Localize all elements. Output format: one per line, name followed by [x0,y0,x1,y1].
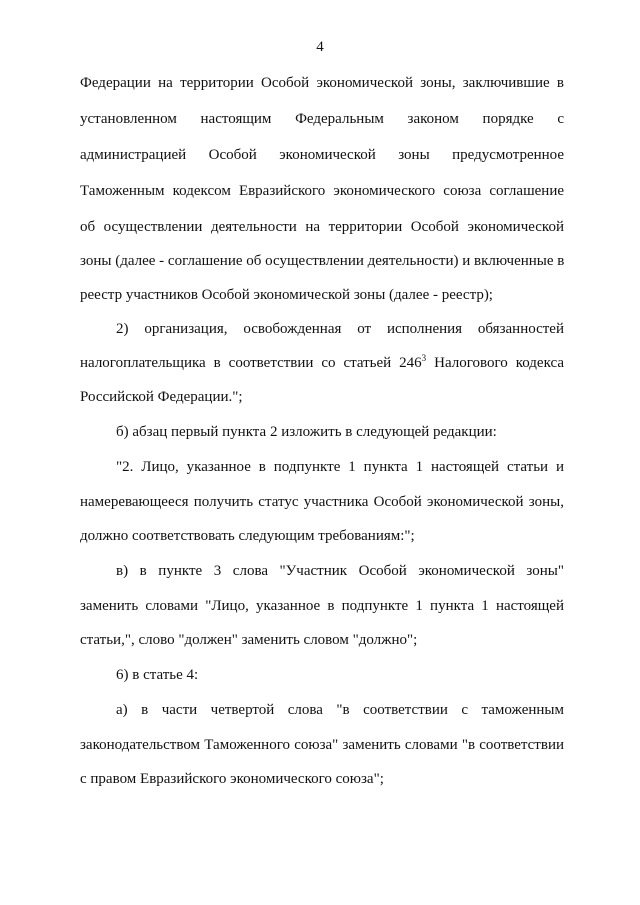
text-segment: Налогового кодекса [434,355,564,371]
text-line-with-superscript [80,354,564,372]
text-line: законодательством Таможенного союза" заменить словами "в соответствии [80,737,564,753]
text-line: 2) организация, освобожденная от исполнения обязанностей [116,321,564,337]
text-line: об осуществлении деятельности на территории Особой экономической [80,219,564,235]
text-line: 6) в статье 4: [116,667,199,683]
text-line: а) в части четвертой слова "в соответствии с таможенным [116,702,564,718]
text-line: заменить словами "Лицо, указанное в подпункте 1 пункта 1 настоящей [80,598,564,614]
text-line: намеревающееся получить статус участника Особой экономической зоны, [80,494,564,510]
text-line: администрацией Особой экономической зоны предусмотренное [80,147,564,163]
text-line: "2. Лицо, указанное в подпункте 1 пункта 1 настоящей статьи и [116,459,564,475]
text-line: статьи,", слово "должен" заменить словом "должно"; [80,632,418,648]
text-line: б) абзац первый пункта 2 изложить в следующей редакции: [116,424,497,440]
text-line: должно соответствовать следующим требованиям:"; [80,528,415,544]
text-line: Российской Федерации."; [80,389,243,405]
superscript: 3 [421,353,427,363]
text-line: с правом Евразийского экономического союза"; [80,771,384,787]
page-number: 4 [316,39,324,55]
text-segment: налогоплательщика в соответствии со статьей 246 [80,355,422,371]
text-line: установленном настоящим Федеральным законом порядке с [80,111,564,127]
text-line: зоны (далее - соглашение об осуществлении деятельности) и включенные в [80,253,565,269]
text-line: в) в пункте 3 слова "Участник Особой экономической зоны" [116,563,564,579]
text-line: Таможенным кодексом Евразийского экономического союза соглашение [80,183,564,199]
text-line: Федерации на территории Особой экономической зоны, заключившие в [80,75,564,91]
text-line: реестр участников Особой экономической зоны (далее - реестр); [80,287,493,303]
